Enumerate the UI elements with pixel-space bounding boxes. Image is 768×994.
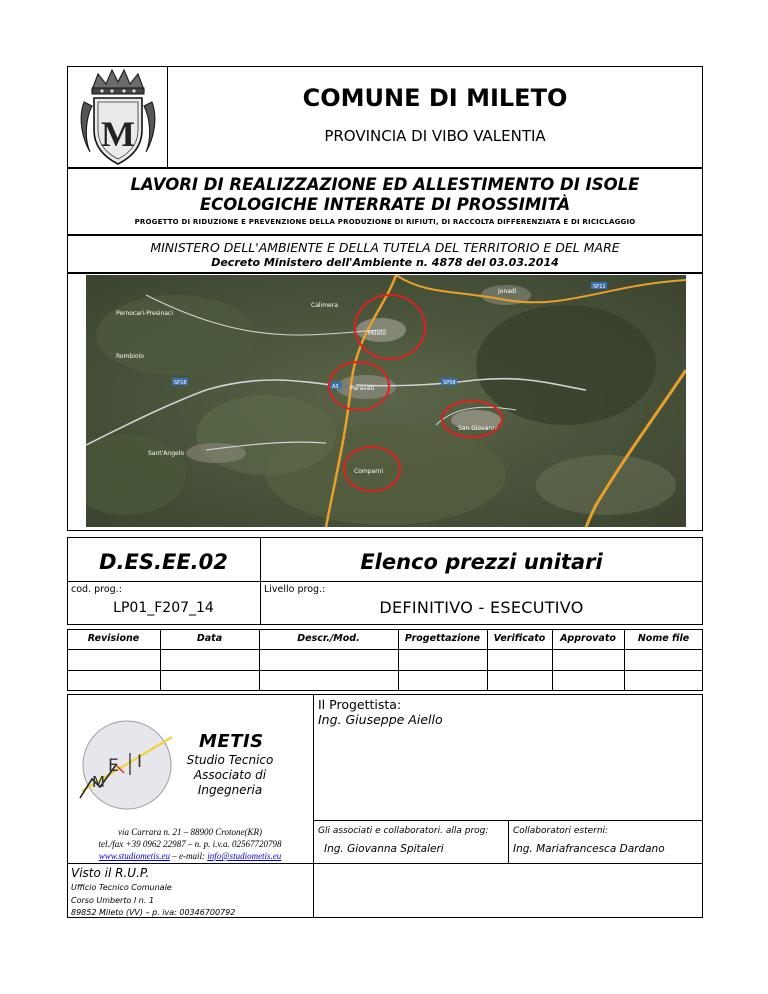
studio-desc-3: Ingegneria — [197, 783, 263, 797]
associati-name: Ing. Giovanna Spitaleri — [324, 843, 444, 855]
svg-text:M: M — [92, 773, 105, 791]
svg-text:Sant'Angelo: Sant'Angelo — [148, 450, 185, 457]
collaboratori-label: Collaboratori esterni: — [513, 826, 609, 836]
header-divider — [167, 66, 168, 168]
rev-header-verificato: Verificato — [493, 633, 546, 644]
doc-hdivider — [67, 581, 703, 582]
studio-website-link[interactable]: www.studiometis.eu — [98, 851, 171, 861]
satellite-map — [86, 275, 686, 527]
project-title-line1: LAVORI DI REALIZZAZIONE ED ALLESTIMENTO DI ISOLE — [130, 175, 640, 194]
comune-title: COMUNE DI MILETO — [302, 84, 568, 112]
studio-desc-1: Studio Tecnico — [186, 753, 274, 767]
svg-text:M: M — [101, 114, 135, 154]
cod-prog-label: cod. prog.: — [71, 584, 122, 595]
svg-text:Jonadi: Jonadi — [498, 288, 517, 295]
progettista-name: Ing. Giuseppe Aiello — [318, 712, 443, 727]
sign-divider — [508, 820, 509, 863]
livello-label: Livello prog.: — [264, 584, 326, 595]
svg-text:Comparni: Comparni — [354, 468, 384, 475]
studio-hdivider — [67, 863, 313, 864]
progettista-label: Il Progettista: — [318, 697, 402, 712]
svg-text:SP58: SP58 — [443, 380, 456, 386]
ministry-decree: Decreto Ministero dell'Ambiente n. 4878 del 03.03.2014 — [211, 256, 559, 269]
svg-text:Paravati: Paravati — [350, 385, 375, 392]
associati-label: Gli associati e collaboratori. alla prog: — [318, 826, 489, 836]
map-label-pernocari: Pernocari-Presinaci — [116, 310, 173, 317]
studio-email-link[interactable]: info@studiometis.eu — [207, 851, 282, 861]
rup-line-2: Corso Umberto I n. 1 — [71, 896, 155, 905]
studio-address-2: tel./fax +39 0962 22987 – n. p. i.v.a. 02567720798 — [98, 839, 282, 849]
rev-header-progettazione: Progettazione — [404, 633, 481, 644]
studio-name: METIS — [199, 731, 264, 752]
rup-label: Visto il R.U.P. — [71, 866, 150, 880]
studio-desc-2: Associato di — [193, 768, 267, 782]
svg-text:E: E — [108, 756, 119, 776]
livello-value: DEFINITIVO - ESECUTIVO — [379, 598, 584, 617]
studio-contacts — [67, 851, 313, 861]
svg-text:SP18: SP18 — [174, 380, 187, 386]
svg-text:I: I — [137, 752, 143, 772]
rup-line-1: Ufficio Tecnico Comunale — [71, 883, 172, 892]
studio-email-sep: – e-mail: — [170, 851, 208, 861]
rev-row-line-2 — [67, 670, 703, 671]
svg-text:Rombiolo: Rombiolo — [116, 353, 144, 360]
project-title-line2: ECOLOGICHE INTERRATE DI PROSSIMITÀ — [199, 195, 571, 214]
svg-text:Mileto: Mileto — [368, 330, 387, 337]
header-box — [67, 66, 703, 168]
sign-hdivider-bottom — [313, 863, 703, 864]
rev-header-data: Data — [196, 633, 223, 644]
svg-text:A3: A3 — [332, 384, 339, 390]
collaboratori-name: Ing. Mariafrancesca Dardano — [513, 843, 665, 855]
rev-header-approvato: Approvato — [560, 633, 616, 644]
studio-address-1: via Carrara n. 21 – 88900 Crotone(KR) — [118, 827, 262, 837]
ministry-name: MINISTERO DELL'AMBIENTE E DELLA TUTELA DEL TERRITORIO E DEL MARE — [150, 240, 620, 255]
rev-row-line-1 — [67, 649, 703, 650]
metis-logo-icon — [72, 713, 192, 813]
svg-text:San Giovanni: San Giovanni — [458, 425, 498, 432]
doc-code: D.ES.EE.02 — [99, 550, 228, 574]
svg-text:SP11: SP11 — [593, 284, 606, 290]
doc-title: Elenco prezzi unitari — [360, 550, 603, 574]
rev-header-nomefile: Nome file — [637, 633, 690, 644]
rev-header-revisione: Revisione — [87, 633, 140, 644]
rup-line-3: 89852 Mileto (VV) – p. iva: 00346700792 — [71, 908, 236, 917]
provincia-title: PROVINCIA DI VIBO VALENTIA — [324, 127, 546, 145]
cod-prog-value: LP01_F207_14 — [113, 600, 214, 616]
svg-text:Calimera: Calimera — [311, 302, 338, 309]
rev-header-descr: Descr./Mod. — [297, 633, 360, 644]
studio-divider — [313, 694, 314, 918]
coat-of-arms-icon — [78, 68, 158, 166]
project-subtitle: PROGETTO DI RIDUZIONE E PREVENZIONE DELLA PRODUZIONE DI RIFIUTI, DI RACCOLTA DIFFERENZIATA E DI RICICLAGGIO — [134, 218, 636, 226]
